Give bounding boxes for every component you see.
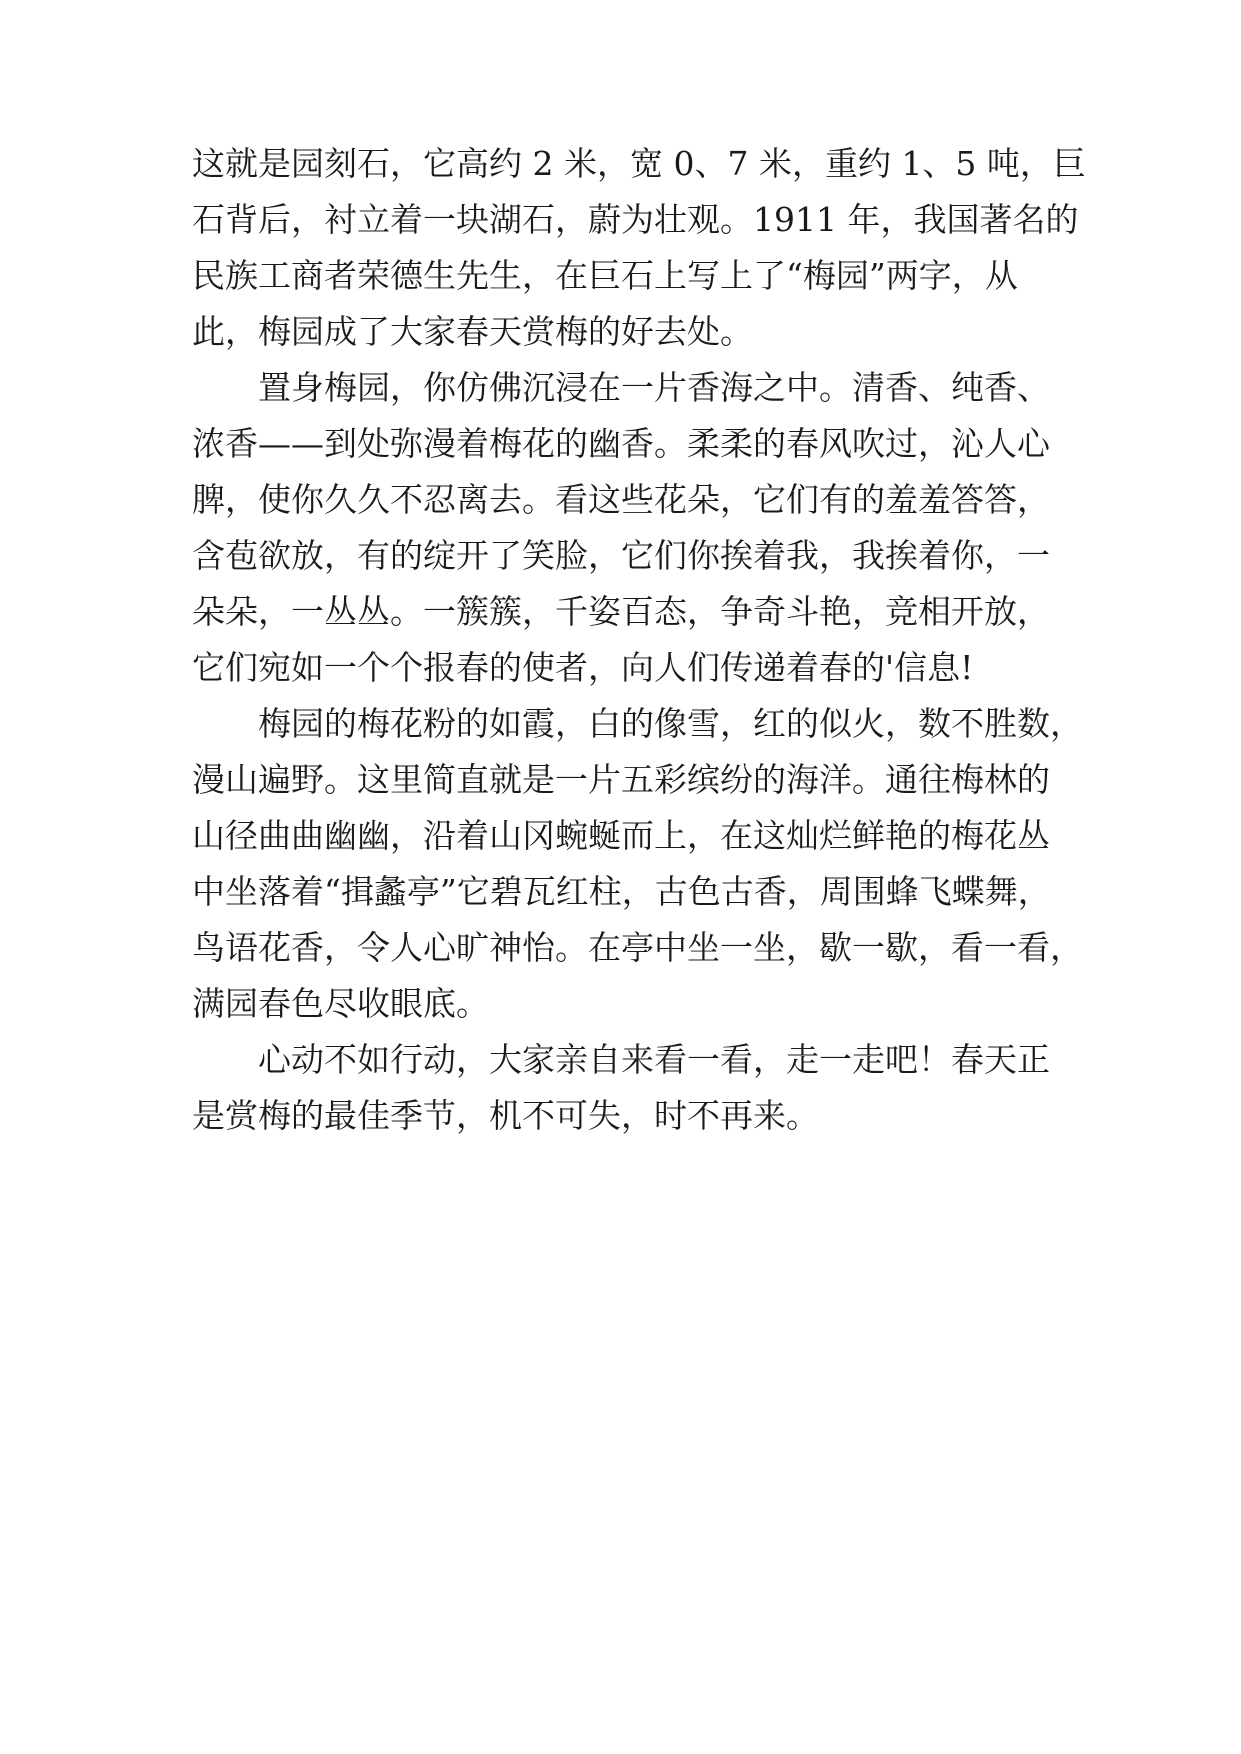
paragraph-4-line-2: 是赏梅的最佳季节，机不可失，时不再来。 <box>192 1096 819 1135</box>
paragraph-1-line-3: 民族工商者荣德生先生，在巨石上写上了“梅园”两字，从 <box>192 256 1018 295</box>
paragraph-2-line-4: 含苞欲放，有的绽开了笑脸，它们你挨着我，我挨着你，一 <box>192 536 1050 575</box>
paragraph-4-line-1: 心动不如行动，大家亲自来看一看，走一走吧！春天正 <box>258 1040 1050 1079</box>
paragraph-1-line-1: 这就是园刻石，它高约 2 米，宽 0、7 米，重约 1、5 吨，巨 <box>192 144 1086 183</box>
paragraph-3-line-4: 中坐落着“揖蠡亭”它碧瓦红柱，古色古香，周围蜂飞蝶舞， <box>192 872 1051 911</box>
paragraph-2-line-5: 朵朵，一丛丛。一簇簇，千姿百态，争奇斗艳，竞相开放， <box>192 592 1050 631</box>
paragraph-3-line-6: 满园春色尽收眼底。 <box>192 984 489 1023</box>
paragraph-3-line-5: 鸟语花香，令人心旷神怡。在亭中坐一坐，歇一歇，看一看， <box>192 928 1083 967</box>
paragraph-3-line-3: 山径曲曲幽幽，沿着山冈蜿蜒而上，在这灿烂鲜艳的梅花丛 <box>192 816 1050 855</box>
paragraph-1-line-4: 此，梅园成了大家春天赏梅的好去处。 <box>192 312 753 351</box>
paragraph-2-line-2: 浓香——到处弥漫着梅花的幽香。柔柔的春风吹过，沁人心 <box>192 424 1050 463</box>
paragraph-2-line-6: 它们宛如一个个报春的使者，向人们传递着春的'信息! <box>192 648 974 687</box>
paragraph-3-line-1: 梅园的梅花粉的如霞，白的像雪，红的似火，数不胜数， <box>258 704 1083 743</box>
paragraph-1-line-2: 石背后，衬立着一块湖石，蔚为壮观。1911 年，我国著名的 <box>192 200 1079 239</box>
paragraph-3-line-2: 漫山遍野。这里简直就是一片五彩缤纷的海洋。通往梅林的 <box>192 760 1050 799</box>
paragraph-2-line-3: 脾，使你久久不忍离去。看这些花朵，它们有的羞羞答答， <box>192 480 1050 519</box>
paragraph-2-line-1: 置身梅园，你仿佛沉浸在一片香海之中。清香、纯香、 <box>258 368 1050 407</box>
